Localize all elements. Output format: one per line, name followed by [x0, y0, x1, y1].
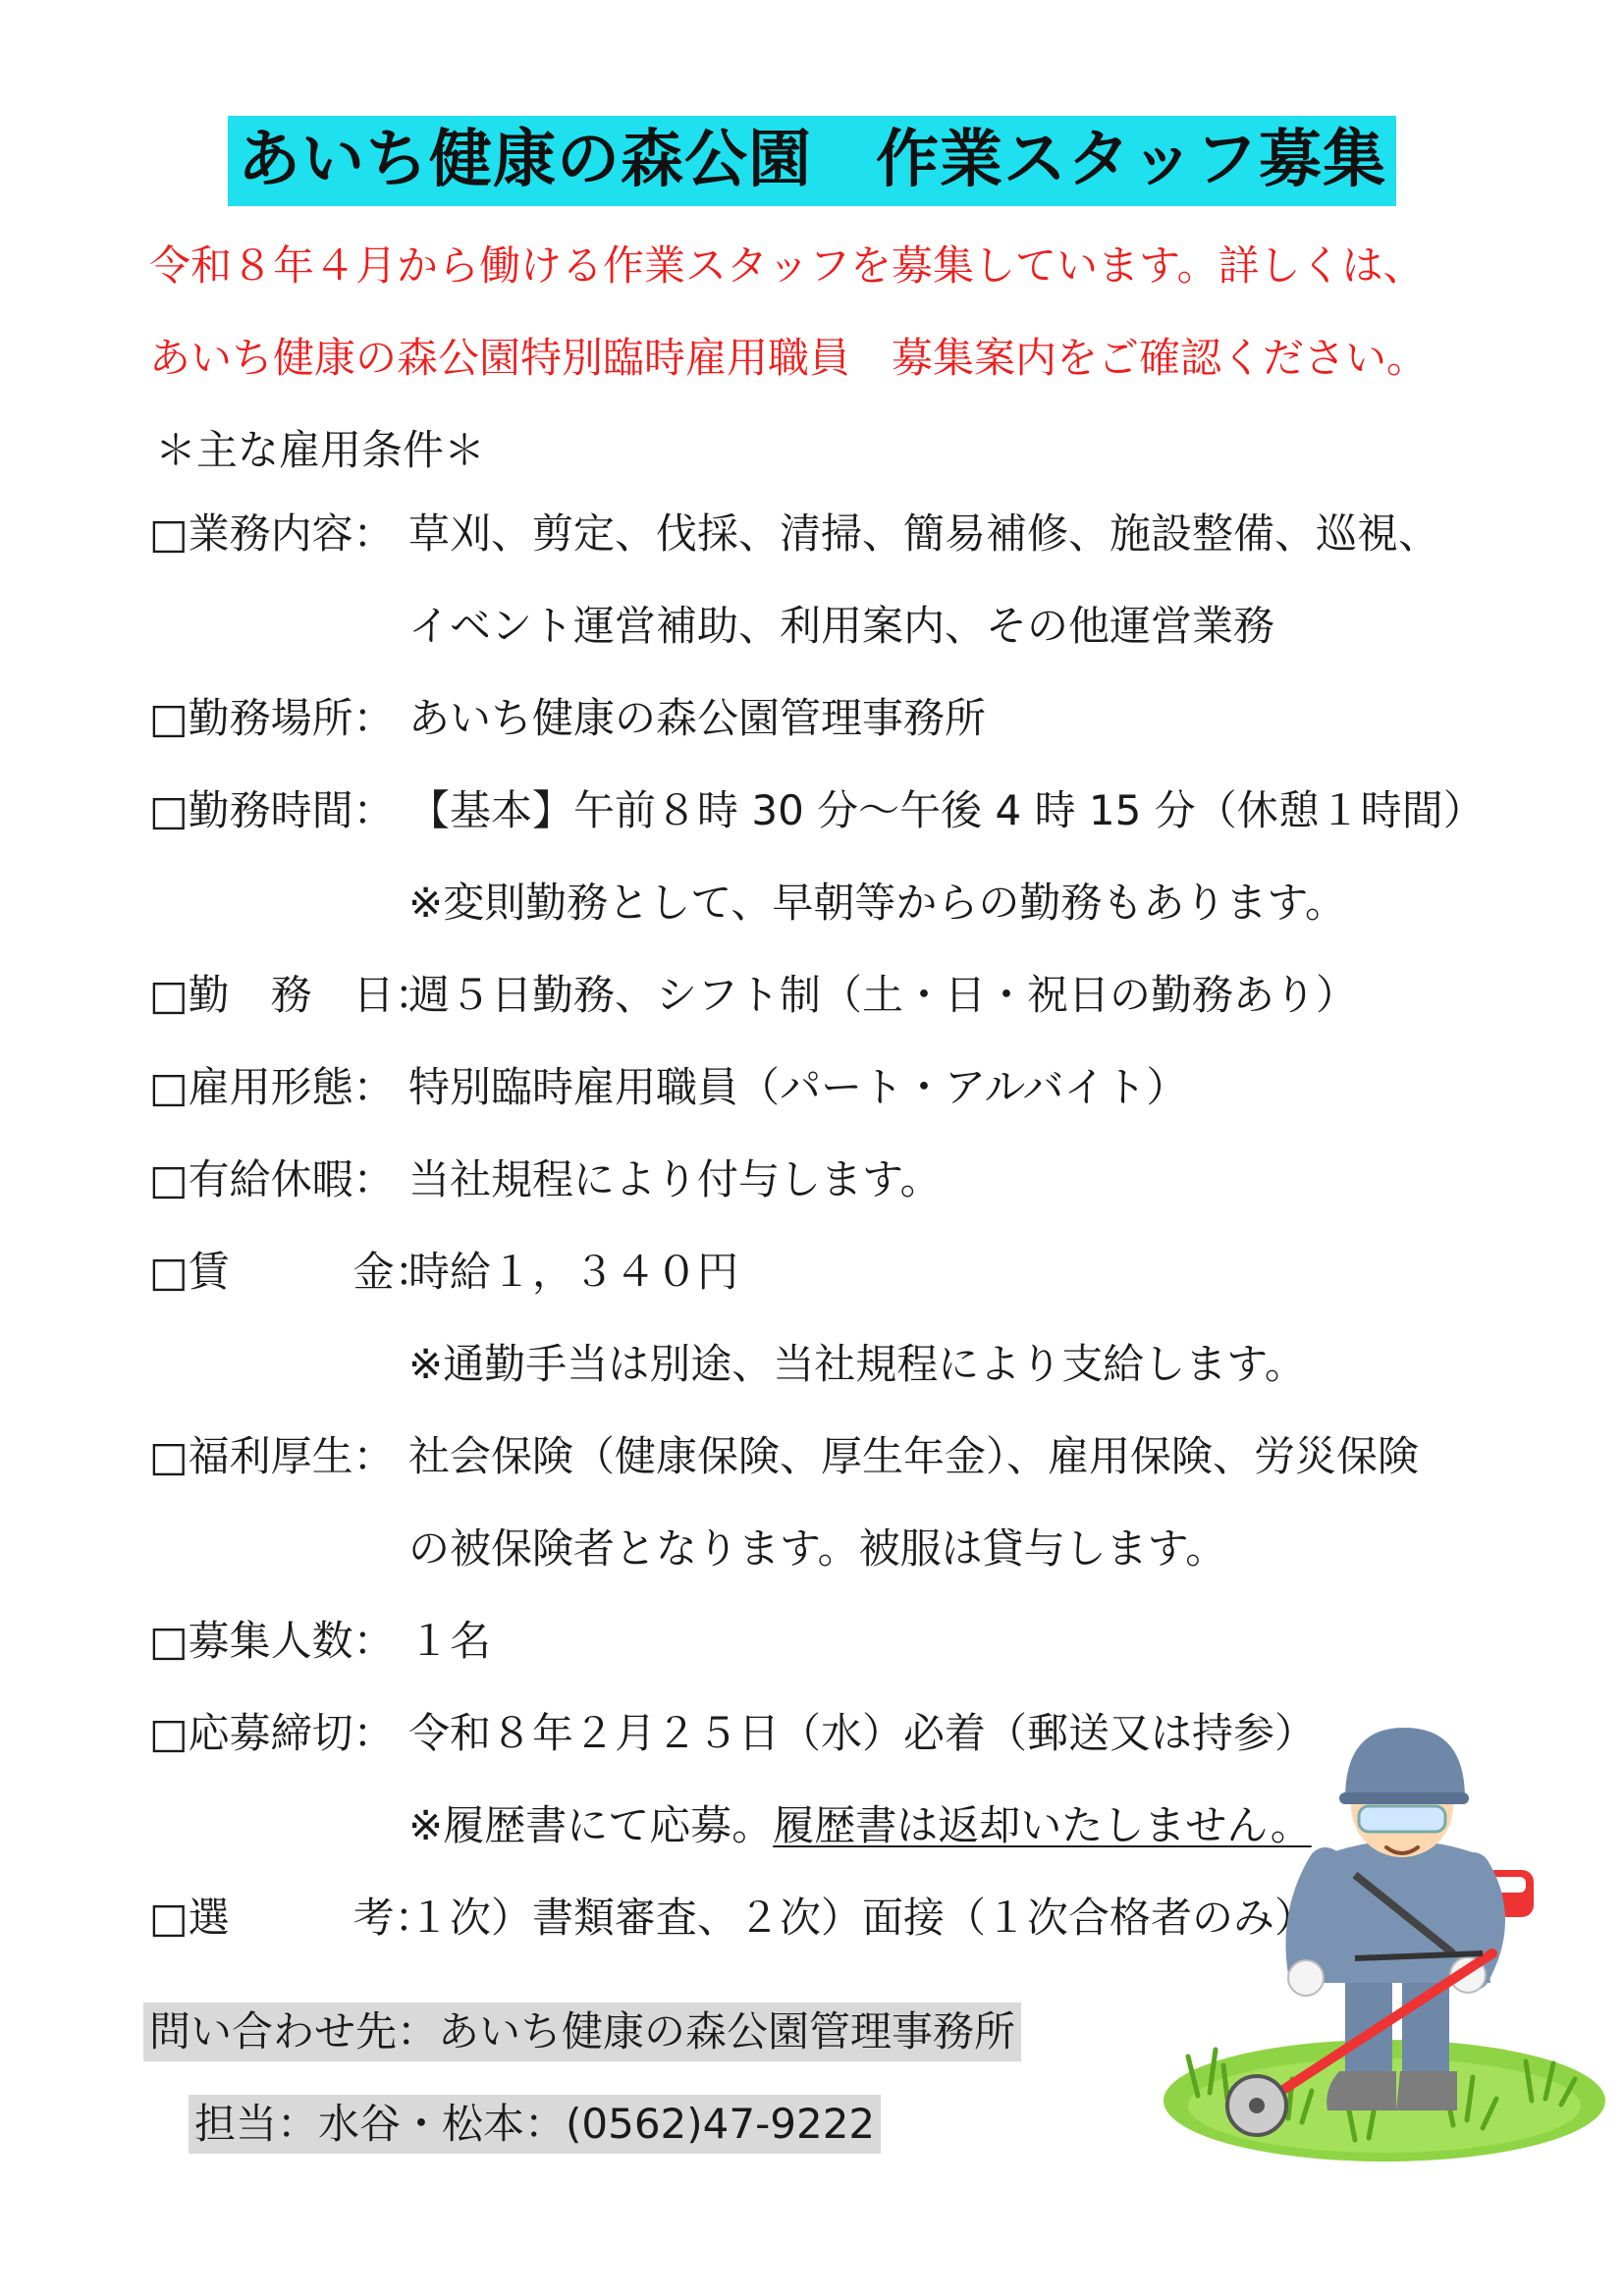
- item-label: □有給休暇：: [149, 1155, 395, 1203]
- intro-line-2: あいち健康の森公園特別臨時雇用職員 募集案内をご確認ください。: [149, 334, 1429, 382]
- item-duties-cont: イベント運営補助、利用案内、その他運営業務: [408, 602, 1275, 650]
- contact-office: 問い合わせ先：あいち健康の森公園管理事務所: [143, 2002, 1021, 2061]
- worker-illustration: [1159, 1708, 1610, 2169]
- item-label: □賃 金：: [149, 1248, 436, 1296]
- item-value: １名: [408, 1617, 492, 1665]
- item-value: 【基本】午前８時 30 分～午後 4 時 15 分（休憩１時間）: [408, 786, 1485, 834]
- item-value: 社会保険（健康保険、厚生年金）、雇用保険、労災保険: [408, 1432, 1420, 1480]
- item-label: □応募締切：: [149, 1709, 395, 1757]
- item-wage: [149, 1245, 738, 1300]
- item-label: □募集人数：: [149, 1617, 395, 1665]
- item-label: □勤務時間：: [149, 786, 395, 834]
- item-welfare-cont: の被保険者となります。被服は貸与します。: [408, 1524, 1227, 1573]
- deadline-note-underlined: 履歴書は返却いたしません。: [773, 1801, 1312, 1849]
- item-welfare: [149, 1429, 1419, 1484]
- item-count: [149, 1614, 491, 1669]
- item-label: □雇用形態：: [149, 1063, 395, 1111]
- contact-person-phone: 担当：水谷・松本：(0562)47-9222: [189, 2095, 881, 2154]
- item-value: 週５日勤務、シフト制（土・日・祝日の勤務あり）: [408, 971, 1358, 1019]
- item-value: 時給１，３４０円: [408, 1248, 739, 1296]
- item-duties: [149, 507, 1439, 561]
- item-value: 令和８年２月２５日（水）必着（郵送又は持参）: [408, 1709, 1317, 1757]
- item-value: 特別臨時雇用職員（パート・アルバイト）: [408, 1063, 1188, 1111]
- item-type: [149, 1060, 1187, 1115]
- item-location: [149, 691, 986, 746]
- conditions-heading: ＊主な雇用条件＊: [155, 426, 486, 474]
- item-leave: [149, 1152, 942, 1207]
- title-wrapper: [0, 116, 1624, 206]
- item-hours: [149, 783, 1485, 838]
- item-label: □勤 務 日：: [149, 971, 436, 1019]
- page-title: あいち健康の森公園 作業スタッフ募集: [228, 116, 1396, 206]
- item-days: [149, 968, 1357, 1023]
- item-label: □福利厚生：: [149, 1432, 395, 1480]
- item-label: □業務内容：: [149, 509, 395, 558]
- item-wage-note: ※通勤手当は別途、当社規程により支給します。: [408, 1340, 1306, 1388]
- item-selection: [149, 1891, 1316, 1946]
- item-value: １次）書類審査、２次）面接（１次合格者のみ）: [408, 1894, 1317, 1942]
- item-hours-note: ※変則勤務として、早朝等からの勤務もあります。: [408, 879, 1346, 927]
- item-value: あいち健康の森公園管理事務所: [408, 694, 987, 742]
- item-deadline: [149, 1706, 1316, 1761]
- item-value: 当社規程により付与します。: [408, 1155, 942, 1203]
- item-label: □選 考：: [149, 1894, 436, 1942]
- item-label: □勤務場所：: [149, 694, 395, 742]
- deadline-note-prefix: ※履歴書にて応募。: [408, 1801, 774, 1849]
- item-value: 草刈、剪定、伐採、清掃、簡易補修、施設整備、巡視、: [408, 509, 1440, 558]
- intro-line-1: 令和８年４月から働ける作業スタッフを募集しています。詳しくは、: [149, 241, 1425, 290]
